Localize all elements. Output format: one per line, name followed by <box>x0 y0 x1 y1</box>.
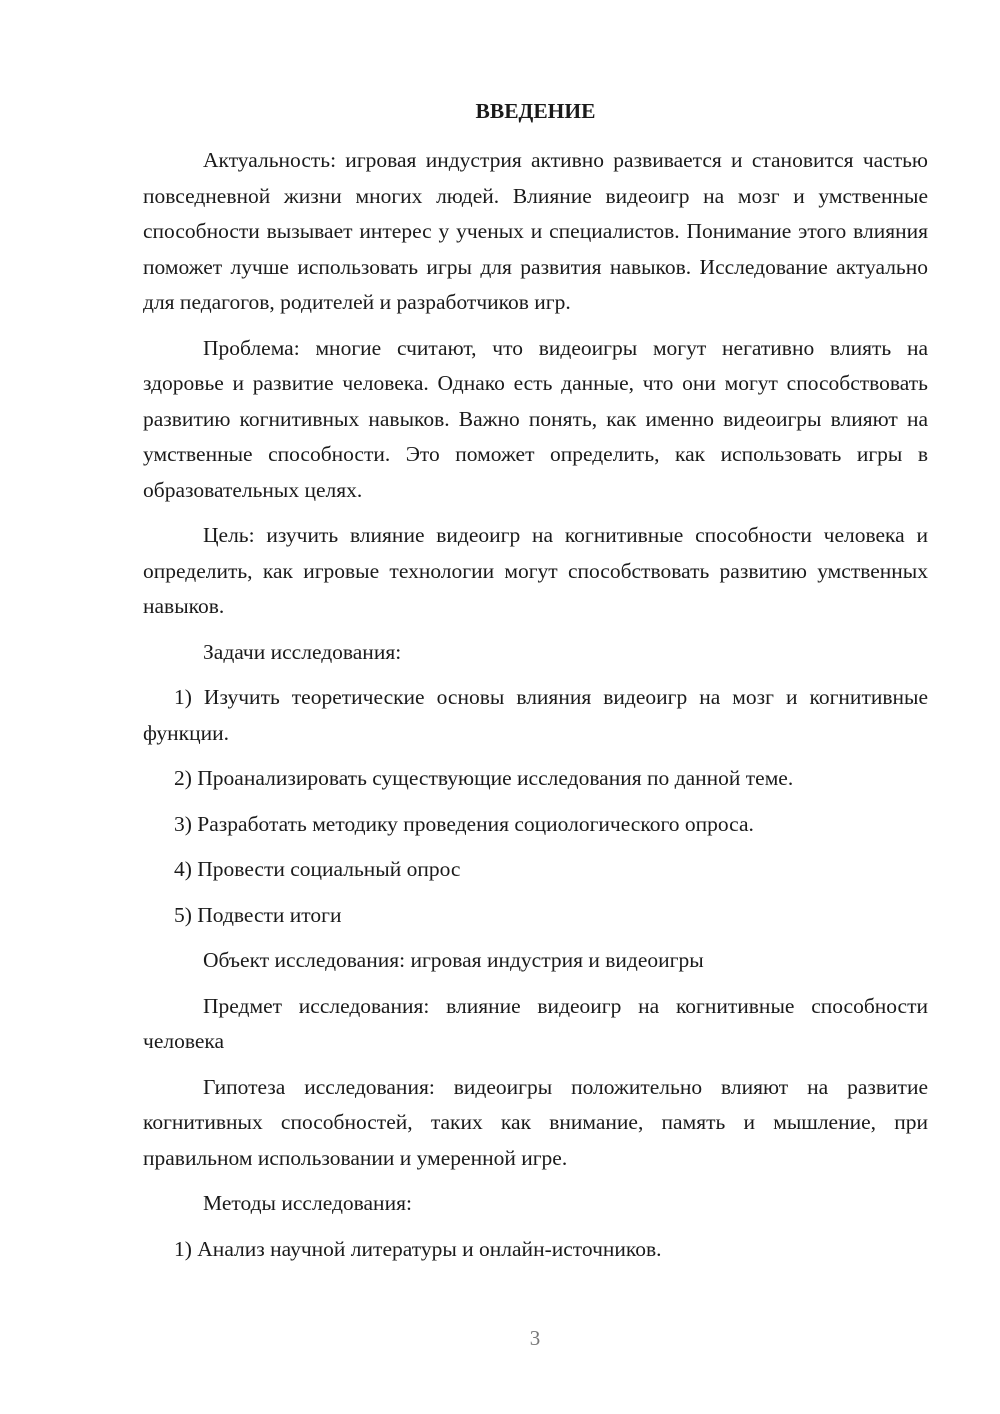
tasks-heading: Задачи исследования: <box>203 639 402 664</box>
relevance-paragraph: Актуальность: игровая индустрия активно развивается и становится частью повседневной жизни многих людей. Влияние видеоигр на мозг и умственные способности вызывает интерес у ученых и специалистов. Понимание этого влияния поможет лучше использовать игры для развития навыков. Исследование актуально для педагогов, родителей и разработчиков игр. <box>143 148 928 314</box>
task-item: 5) Подвести итоги <box>174 902 342 927</box>
method-item: 1) Анализ научной литературы и онлайн-источников. <box>174 1236 662 1261</box>
task-item: 3) Разработать методику проведения социологического опроса. <box>174 811 754 836</box>
page-number: 3 <box>529 1326 541 1350</box>
task-item: 1) Изучить теоретические основы влияния видеоигр на мозг и когнитивные функции. <box>143 685 928 745</box>
page-content <box>143 96 928 1277</box>
goal-paragraph: Цель: изучить влияние видеоигр на когнитивные способности человека и определить, как игровые технологии могут способствовать развитию умственных навыков. <box>143 523 928 618</box>
task-item: 4) Провести социальный опрос <box>174 857 461 881</box>
task-item: 2) Проанализировать существующие исследования по данной теме. <box>174 766 794 790</box>
subject-paragraph: Предмет исследования: влияние видеоигр на когнитивные способности человека <box>143 993 928 1053</box>
methods-heading: Методы исследования: <box>203 1191 412 1215</box>
problem-paragraph: Проблема: многие считают, что видеоигры могут негативно влиять на здоровье и развитие человека. Однако есть данные, что они могут способствовать развитию когнитивных навыков. Важно понять, как именно видеоигры влияют на умственные способности. Это поможет определить, как использовать игры в образовательных целях. <box>143 335 928 502</box>
object-paragraph: Объект исследования: игровая индустрия и видеоигры <box>203 948 704 972</box>
page-title: ВВЕДЕНИЕ <box>475 99 596 123</box>
hypothesis-paragraph: Гипотеза исследования: видеоигры положительно влияют на развитие когнитивных способностей, таких как внимание, память и мышление, при правильном использовании и умеренной игре. <box>143 1074 928 1170</box>
